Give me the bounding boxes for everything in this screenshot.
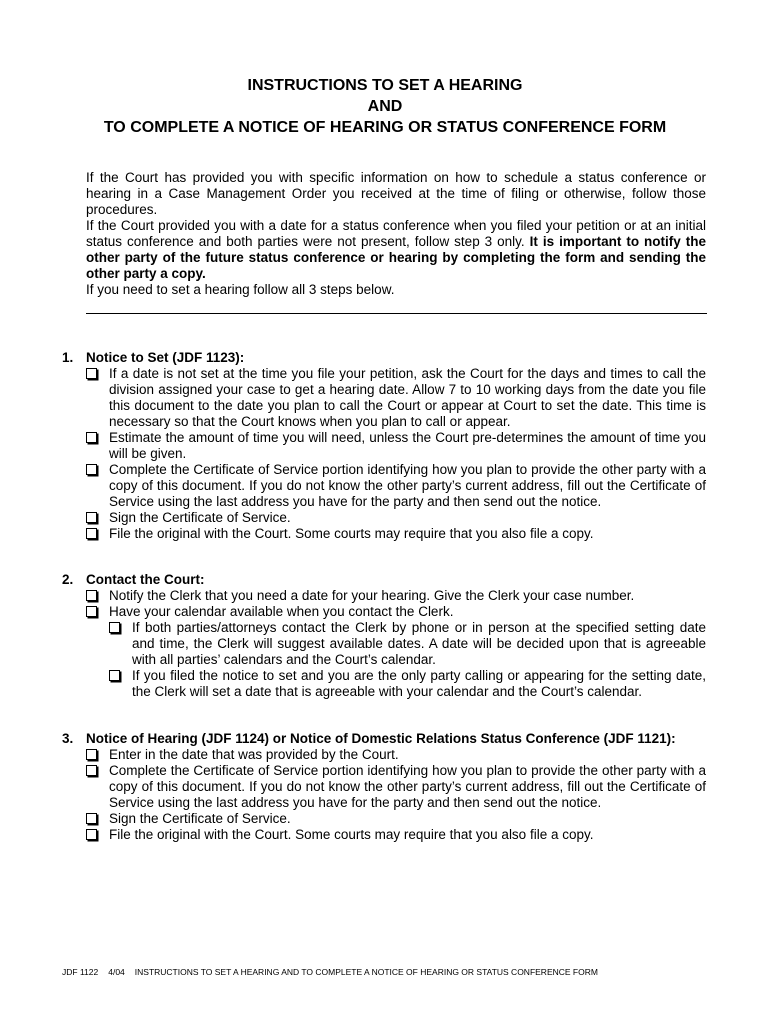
checklist-item — [86, 763, 706, 811]
checklist-text: Sign the Certificate of Service. — [109, 811, 291, 826]
footer-form-id: JDF 1122 — [62, 967, 99, 977]
step-number: 3. — [62, 731, 74, 746]
checkbox-icon — [86, 749, 97, 760]
checklist-text: File the original with the Court. Some courts may require that you also file a copy. — [109, 827, 594, 842]
checkbox-icon — [86, 512, 97, 523]
checkbox-icon — [86, 590, 97, 601]
horizontal-divider — [86, 313, 707, 314]
checklist-item — [86, 747, 706, 763]
checkbox-icon — [86, 368, 97, 379]
checklist-text: File the original with the Court. Some courts may require that you also file a copy. — [109, 526, 594, 541]
checkbox-icon — [86, 765, 97, 776]
checkbox-icon — [86, 829, 97, 840]
checklist-text: Have your calendar available when you contact the Clerk. — [109, 604, 454, 619]
footer-date: 4/04 — [108, 967, 125, 977]
step-heading — [62, 572, 205, 588]
checkbox-icon — [86, 813, 97, 824]
intro-item — [62, 282, 706, 298]
checkbox-icon — [109, 670, 120, 681]
checklist-item — [86, 811, 706, 827]
title-line-2: AND — [367, 98, 403, 115]
checklist-item — [86, 366, 706, 430]
checklist-item — [86, 430, 706, 462]
checklist-text: If both parties/attorneys contact the Clerk by phone or in person at the specified setting date and time, the Clerk will suggest available dates. A date will be decided upon that is agreeable with all parties’ calendars and the Court’s calendar. — [132, 620, 706, 667]
step-heading — [62, 350, 244, 366]
checklist-text: Estimate the amount of time you will need, unless the Court pre-determines the amount of time you will be given. — [109, 430, 706, 461]
intro-item-normal: If the Court provided you with a date for a status conference when you filed your petition or at an initial status conference and both parties were not present, follow step 3 only. — [86, 218, 706, 249]
intro-item — [62, 218, 706, 282]
checklist-item — [86, 827, 706, 843]
intro-item-text — [86, 218, 706, 282]
checklist-item — [86, 510, 706, 526]
checkbox-icon — [109, 622, 120, 633]
intro-item-text: If the Court has provided you with specific information on how to schedule a status conference or hearing in a Case Management Order you received at the time of filing or otherwise, follow those procedures. — [86, 170, 706, 217]
checklist-text: Notify the Clerk that you need a date for your hearing. Give the Clerk your case number. — [109, 588, 635, 603]
intro-item-emphasis: It is important to notify the other party of the future status conference or hearing by completing the form and sending the other party a copy. — [86, 234, 706, 281]
checklist-item — [86, 604, 706, 620]
step-title: Notice of Hearing (JDF 1124) or Notice of Domestic Relations Status Conference (JDF 1121): — [86, 731, 676, 746]
checklist-text: If you filed the notice to set and you are the only party calling or appearing for the setting date, the Clerk will set a date that is agreeable with your calendar and the Court’s calendar. — [132, 668, 706, 699]
checklist-subitem — [109, 620, 706, 668]
step-heading — [62, 731, 676, 747]
checkbox-icon — [86, 432, 97, 443]
step-title: Notice to Set (JDF 1123): — [86, 350, 245, 365]
step-title: Contact the Court: — [86, 572, 205, 587]
intro-item-text: If you need to set a hearing follow all 3 steps below. — [86, 282, 395, 297]
checklist-text: Enter in the date that was provided by the Court. — [109, 747, 399, 762]
page-footer — [62, 967, 608, 977]
checklist-item — [86, 462, 706, 510]
step-number: 1. — [62, 350, 74, 365]
checklist-text: Complete the Certificate of Service portion identifying how you plan to provide the other party with a copy of this document. If you do not know the other party’s current address, fill out the Certificate of Service using the last address you have for the party and then send out the notice. — [109, 763, 706, 810]
checkbox-icon — [86, 528, 97, 539]
checklist-item — [86, 588, 706, 604]
title-line-1: INSTRUCTIONS TO SET A HEARING — [247, 77, 523, 94]
checkbox-icon — [86, 606, 97, 617]
footer-title: INSTRUCTIONS TO SET A HEARING AND TO COMPLETE A NOTICE OF HEARING OR STATUS CONFERENCE FORM — [134, 967, 598, 977]
step-number: 2. — [62, 572, 74, 587]
checkbox-icon — [86, 464, 97, 475]
checklist-text: Complete the Certificate of Service portion identifying how you plan to provide the other party with a copy of this document. If you do not know the other party’s current address, fill out the Certificate of Service using the last address you have for the party and then send out the notice. — [109, 462, 706, 509]
checklist-text: If a date is not set at the time you file your petition, ask the Court for the days and times to call the division assigned your case to get a hearing date. Allow 7 to 10 working days from the date you file this document to the date you plan to call the Court or appear at Court to set the date. This time is necessary so that the Court knows when you plan to call or appear. — [109, 366, 706, 429]
checklist-subitem — [109, 668, 706, 700]
intro-item — [62, 170, 706, 218]
checklist-text: Sign the Certificate of Service. — [109, 510, 291, 525]
title-line-3: TO COMPLETE A NOTICE OF HEARING OR STATUS CONFERENCE FORM — [103, 119, 667, 136]
checklist-item — [86, 526, 706, 542]
